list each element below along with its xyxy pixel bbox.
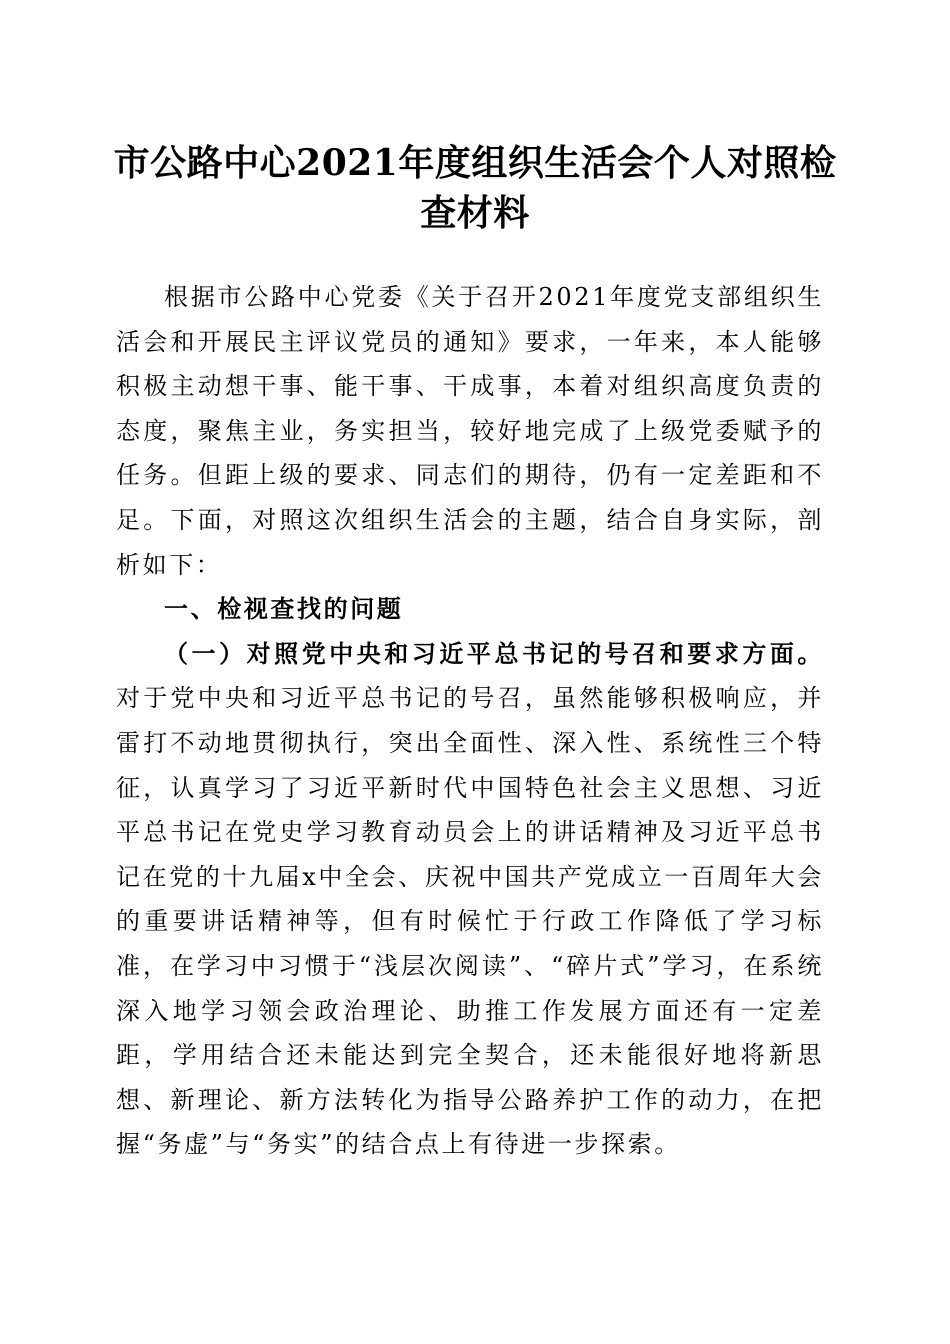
subsection-body: 对于党中央和习近平总书记的号召，虽然能够积极响应，并雷打不动地贯彻执行，突出全面性、深入性、系统性三个特征，认真学习了习近平新时代中国特色社会主义思想、习近平总书记在党史学习教育动员会上的讲话精神及习近平总书记在党的十九届x中全会、庆祝中国共产党成立一百周年大会的重要讲话精神等，但有时候忙于行政工作降低了学习标准，在学习中习惯于“浅层次阅读”、“碎片式”学习，在系统深入地学习领会政治理论、助推工作发展方面还有一定差距，学用结合还未能达到完全契合，还未能很好地将新思想、新理论、新方法转化为指导公路养护工作的动力，在把握“务虚”与“务实”的结合点上有待进一步探索。 [116, 684, 824, 1159]
subsection-paragraph [116, 632, 824, 1167]
section-heading: 一、检视查找的问题 [164, 595, 404, 624]
intro-paragraph: 根据市公路中心党委《关于召开2021年度党支部组织生活会和开展民主评议党员的通知》要求，一年来，本人能够积极主动想干事、能干事、干成事，本着对组织高度负责的态度，聚焦主业，务实担当，较好地完成了上级党委赋予的任务。但距上级的要求、同志们的期待，仍有一定差距和不足。下面，对照这次组织生活会的主题，结合自身实际，剖析如下： [116, 283, 824, 579]
document-body [116, 275, 824, 1167]
subsection-lead: （一）对照党中央和习近平总书记的号召和要求方面。 [164, 638, 824, 668]
document-title: 市公路中心2021年度组织生活会个人对照检查材料 [113, 142, 837, 234]
